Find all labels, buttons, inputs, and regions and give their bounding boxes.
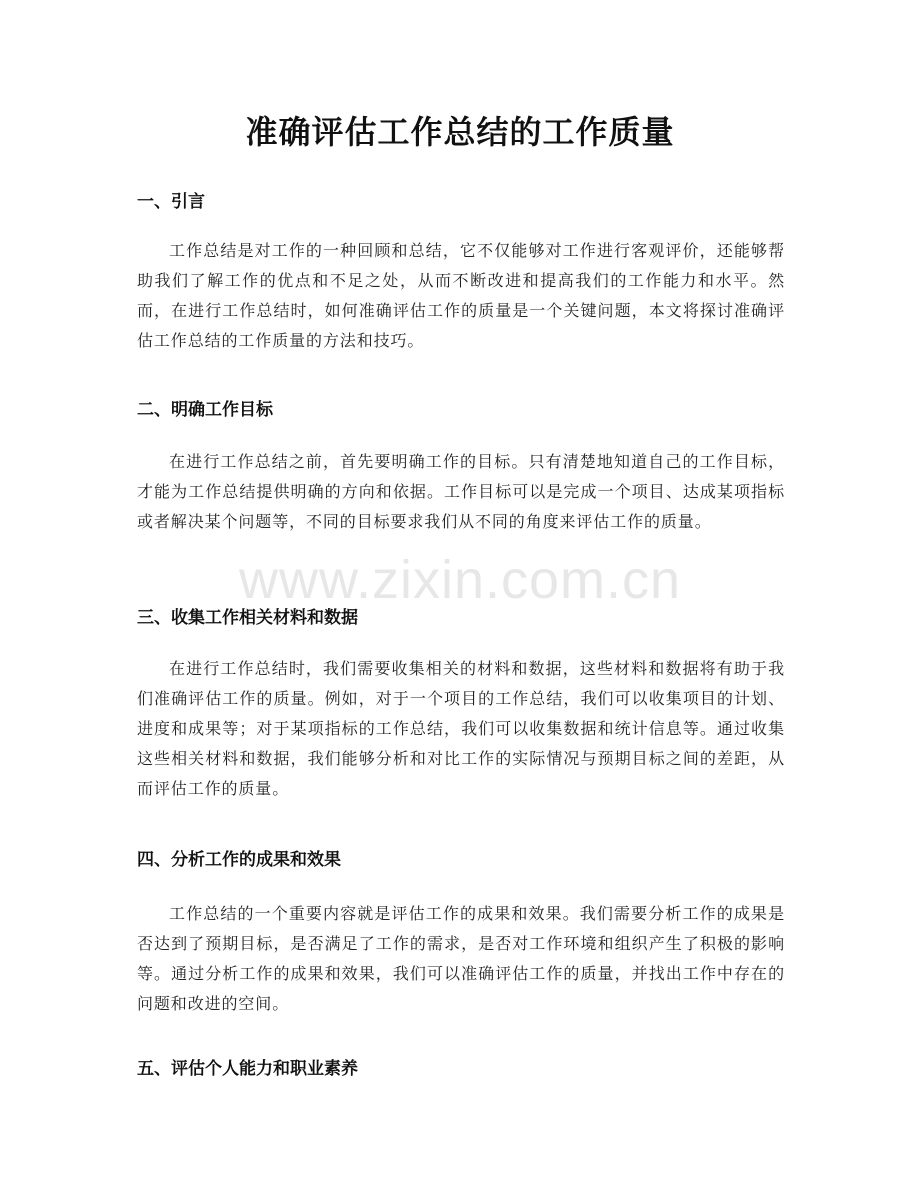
section-paragraph-analyze-results: 工作总结的一个重要内容就是评估工作的成果和效果。我们需要分析工作的成果是否达到了预期目标，是否满足了工作的需求，是否对工作环境和组织产生了积极的影响等。通过分析工作的成果和效果，我们可以准确评估工作的质量，并找出工作中存在的问题和改进的空间。 [137,904,785,1013]
document-title: 准确评估工作总结的工作质量 [245,113,675,151]
section-heading-introduction: 一、引言 [137,192,205,212]
watermark: www.zixin.com.cn [238,550,682,610]
section-heading-collect-materials: 三、收集工作相关材料和数据 [137,608,358,628]
section-paragraph-introduction: 工作总结是对工作的一种回顾和总结，它不仅能够对工作进行客观评价，还能够帮助我们了解工作的优点和不足之处，从而不断改进和提高我们的工作能力和水平。然而，在进行工作总结时，如何准确评估工作的质量是一个关键问题，本文将探讨准确评估工作总结的工作质量的方法和技巧。 [137,241,785,350]
section-heading-analyze-results: 四、分析工作的成果和效果 [137,850,341,870]
section-paragraph-clarify-goals: 在进行工作总结之前，首先要明确工作的目标。只有清楚地知道自己的工作目标，才能为工作总结提供明确的方向和依据。工作目标可以是完成一个项目、达成某项指标或者解决某个问题等，不同的目标要求我们从不同的角度来评估工作的质量。 [137,452,785,531]
section-paragraph-collect-materials: 在进行工作总结时，我们需要收集相关的材料和数据，这些材料和数据将有助于我们准确评估工作的质量。例如，对于一个项目的工作总结，我们可以收集项目的计划、进度和成果等；对于某项指标的工作总结，我们可以收集数据和统计信息等。通过收集这些相关材料和数据，我们能够分析和对比工作的实际情况与预期目标之间的差距，从而评估工作的质量。 [137,659,785,798]
section-heading-evaluate-ability: 五、评估个人能力和职业素养 [137,1059,358,1079]
section-heading-clarify-goals: 二、明确工作目标 [137,400,273,420]
